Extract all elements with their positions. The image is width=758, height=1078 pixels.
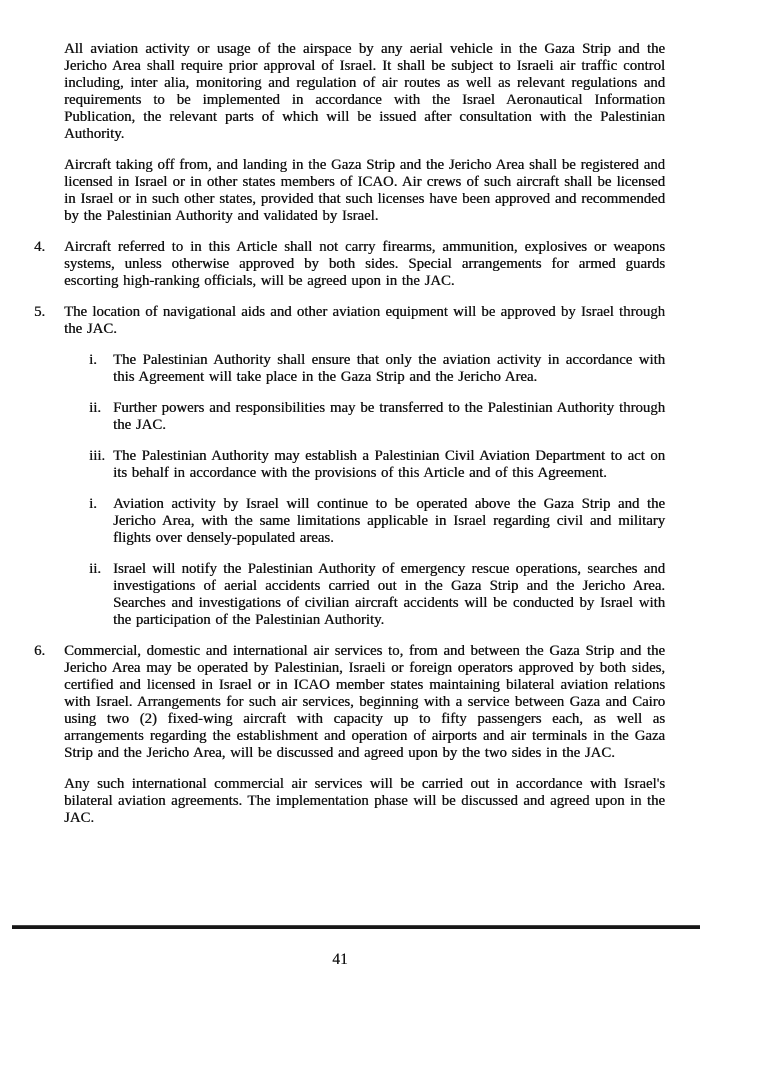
sub-item-ii-2 <box>89 561 665 629</box>
page-number: 41 <box>332 951 348 968</box>
paragraph-airspace-approval: All aviation activity or usage of the airspace by any aerial vehicle in the Gaza Strip and the Jericho Area shall require prior approval of Israel. It shall be subject to Israeli air traffic control including, inter alia, monitoring and regulation of air routes as well as relevant regulations and requirements to be implemented in accordance with the Israel Aeronautical Information Publication, the relevant parts of which will be issued after consultation with the Palestinian Authority. <box>64 41 665 142</box>
sub-item-text: Aviation activity by Israel will continue to be operated above the Gaza Strip and the Jericho Area, with the same limitations applicable in Israel regarding civil and military flights over densely-populated areas. <box>113 496 665 546</box>
item-number: 5. <box>34 304 46 320</box>
sub-item-number: ii. <box>89 561 101 577</box>
footer-divider-rule <box>12 925 700 929</box>
sub-item-text: Israel will notify the Palestinian Authority of emergency rescue operations, searches and investigations of aerial accidents carried out in the Gaza Strip and the Jericho Area. Searches and investigations of civilian aircraft accidents will be conducted by Israel with the participation of the Palestinian Authority. <box>113 561 665 628</box>
sub-item-text: Further powers and responsibilities may be transferred to the Palestinian Authority through the JAC. <box>113 400 665 433</box>
list-item-4 <box>34 239 665 290</box>
paragraph-aircraft-registration: Aircraft taking off from, and landing in the Gaza Strip and the Jericho Area shall be registered and licensed in Israel or in other states members of ICAO. Air crews of such aircraft shall be licensed in Israel or in such other states, provided that such licenses have been approved and recommended by the Palestinian Authority and validated by Israel. <box>64 157 665 224</box>
item-number: 6. <box>34 643 46 659</box>
sub-item-text: The Palestinian Authority shall ensure that only the aviation activity in accordance with this Agreement will take place in the Gaza Strip and the Jericho Area. <box>113 352 665 385</box>
item-text: The location of navigational aids and other aviation equipment will be approved by Israel through the JAC. <box>64 304 665 337</box>
sub-item-number: i. <box>89 496 97 512</box>
sub-item-number: i. <box>89 352 97 368</box>
sub-item-text: The Palestinian Authority may establish a Palestinian Civil Aviation Department to act on its behalf in accordance with the provisions of this Article and of this Agreement. <box>113 448 665 481</box>
sub-item-ii-1 <box>89 400 665 434</box>
sub-item-i-2 <box>89 496 665 547</box>
list-item-5 <box>34 304 665 338</box>
item-text: Aircraft referred to in this Article shall not carry firearms, ammunition, explosives or weapons systems, unless otherwise approved by both sides. Special arrangements for armed guards escorting high-ranking officials, will be agreed upon in the JAC. <box>64 239 665 289</box>
document-body <box>0 41 758 841</box>
item-text: Commercial, domestic and international air services to, from and between the Gaza Strip and the Jericho Area may be operated by Palestinian, Israeli or foreign operators approved by both sides, certified and licensed in Israel or in ICAO member states maintaining bilateral aviation relations with Israel. Arrangements for such air services, beginning with a service between Gaza and Cairo using two (2) fixed-wing aircraft with capacity up to fifty passengers each, as well as arrangements regarding the establishment and operation of airports and air terminals in the Gaza Strip and the Jericho Area, will be discussed and agreed upon by the two sides in the JAC. <box>64 643 665 761</box>
sub-item-iii-1 <box>89 448 665 482</box>
sub-item-i-1 <box>89 352 665 386</box>
paragraph-bilateral-agreements: Any such international commercial air services will be carried out in accordance with Israel's bilateral aviation agreements. The implementation phase will be discussed and agreed upon in the JAC. <box>64 776 665 826</box>
list-item-6 <box>34 643 665 762</box>
sub-item-number: iii. <box>89 448 106 464</box>
sub-item-number: ii. <box>89 400 101 416</box>
item-number: 4. <box>34 239 46 255</box>
